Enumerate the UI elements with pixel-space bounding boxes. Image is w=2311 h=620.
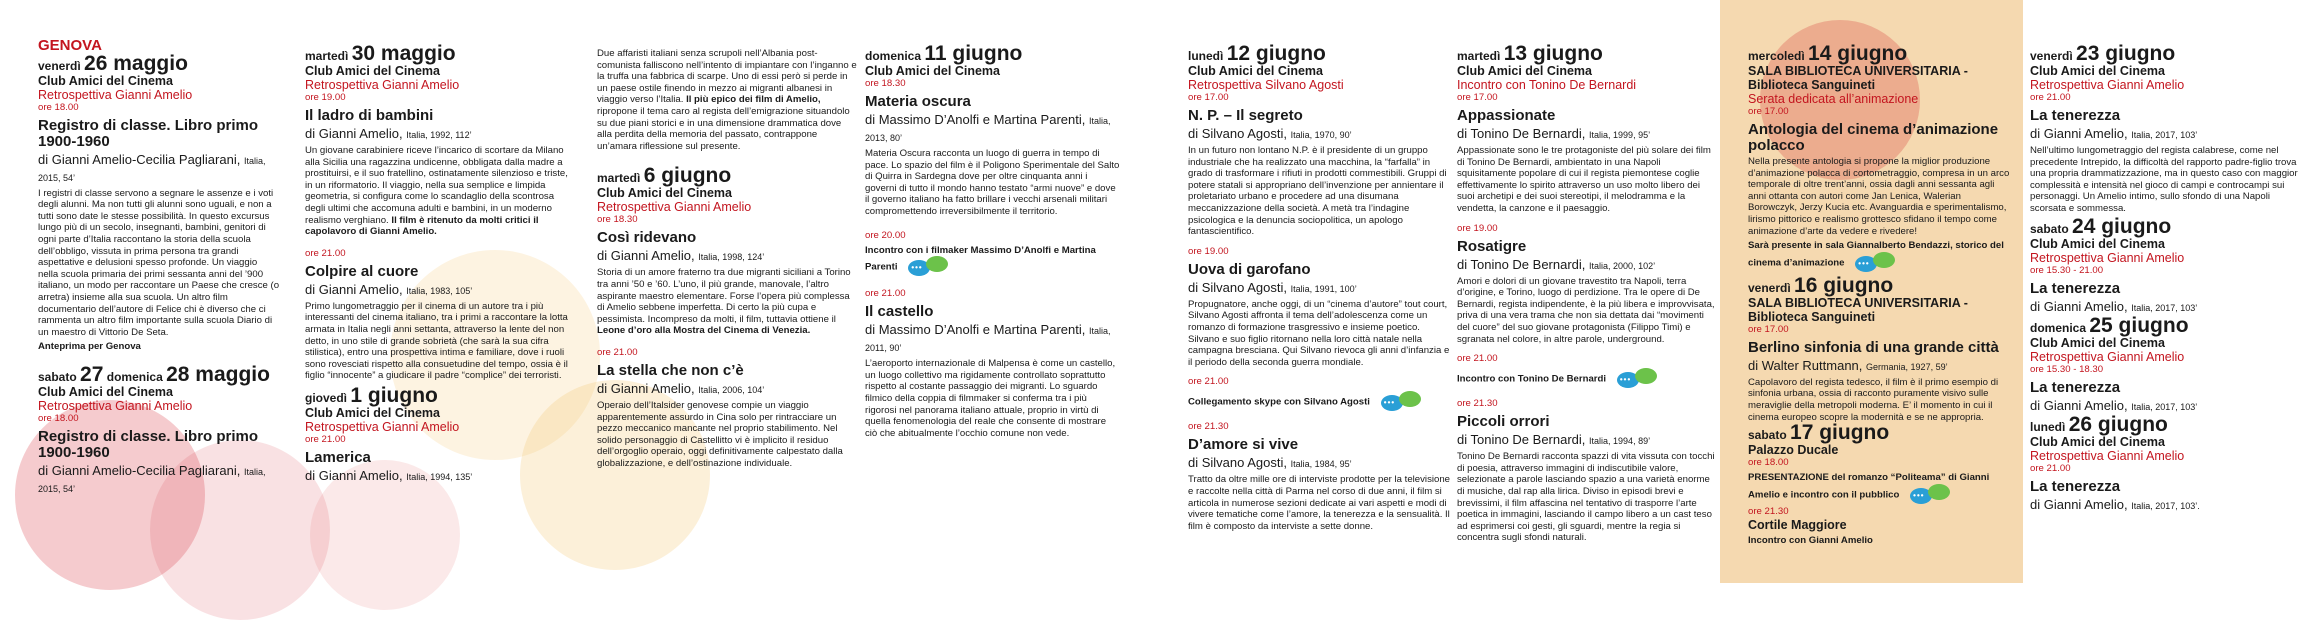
- event-venue: Club Amici del Cinema: [865, 64, 1000, 78]
- film-title: La tenerezza: [2030, 107, 2121, 124]
- film-description: Tratto da oltre mille ore di interviste prodotte per la televisione e raccolte nella città di Parma nel corso di due anni, il film si articola in numerose sezioni dedicate ai vari aspetti e modi di vivere tematiche come l’amore, la tenerezza e la sensualità. Il film è composto da interviste a sette donne.: [1188, 474, 1451, 532]
- event-date: sabato 24 giugno: [2030, 214, 2172, 238]
- film-description: Operaio dell’Italsider genovese compie un viaggio apparentemente assurdo in Cina solo per rintracciare un pezzo meccanico mancante nel proprio stabilimento. Nel solido personaggio di Castellitto vi è implicito il residuo dell’orgoglio operaio, oggi definitivamente calpestato dalla globalizzazione, e dell’ostinazione individuale.: [597, 399, 843, 469]
- film-director: di Gianni Amelio-Cecilia Pagliarani, Italia, 2015, 54’: [38, 151, 266, 183]
- film-title: Uova di garofano: [1188, 260, 1311, 278]
- event-time: ore 17.00: [1457, 92, 1498, 103]
- event-date: martedì 30 maggio: [305, 42, 456, 65]
- event: [1457, 42, 1715, 215]
- column-1: [38, 37, 280, 497]
- film-title: Il castello: [865, 303, 934, 321]
- event-time: ore 17.00: [1748, 106, 1789, 117]
- chat-bubbles-icon: •••: [1910, 484, 1954, 506]
- event-venue: Palazzo Ducale: [1748, 443, 1839, 458]
- event: [2030, 42, 2298, 215]
- column-8: [2030, 42, 2298, 514]
- film-description: Propugnatore, anche oggi, di un “cinema d’autore” tout court, Silvano Agosti affronta il tema dell’adolescenza come un romanzo di formazione trasgressivo e insieme poetico. Silvano e suo figlio ritornano nella loro città natale nella campagna bresciana. Qui Silvano rievoca gli anni d’infanzia e il periodo della seconda guerra mondiale.: [1188, 298, 1450, 368]
- film-title: Antologia del cinema d’animazione polacco: [1748, 121, 1999, 154]
- film-title: Il ladro di bambini: [305, 107, 434, 124]
- event-venue: Club Amici del Cinema: [2030, 236, 2165, 251]
- column-5: [1188, 42, 1451, 532]
- event-time: ore 21.00: [1457, 353, 1498, 365]
- event-series: Retrospettiva Gianni Amelio: [305, 78, 460, 92]
- film-director: di Massimo D’Anolfi e Martina Parenti, Italia, 2011, 90’: [865, 322, 1111, 354]
- event-venue: SALA BIBLIOTECA UNIVERSITARIA - Biblioteca Sanguineti: [1748, 64, 1968, 92]
- film-description: L’aeroporto internazionale di Malpensa è come un castello, un luogo collettivo ma rigidamente controllato soprattutto rispetto al costante passaggio dei migranti. Lo sguardo filmico della coppia di filmmaker si conferma tra i più rigorosi nel panorama italiano attuale, proprio in virtù di quella fenomenologia del reale che consente di mostrare ciò che abitualmente l’occhio comune non vede.: [865, 358, 1116, 439]
- film-director: di Gianni Amelio, Italia, 1998, 124’: [597, 248, 765, 264]
- event-venue: Club Amici del Cinema: [38, 73, 173, 88]
- column-7: [1748, 42, 2010, 546]
- event-time: ore 17.00: [1748, 323, 1789, 335]
- event-time: ore 21.30: [1748, 505, 1789, 517]
- film-title: Lamerica: [305, 448, 371, 466]
- event-series: Incontro con Tonino De Bernardi: [1457, 78, 1637, 92]
- film-director: di Massimo D’Anolfi e Martina Parenti, Italia, 2013, 80’: [865, 112, 1111, 143]
- event-date: lunedì 12 giugno: [1188, 42, 1326, 65]
- event: [1188, 421, 1450, 532]
- film-description: Storia di un amore fraterno tra due migranti siciliani a Torino tra anni ’50 e ’60. L’uno, il più grande, manovale, l’altro aspirante maestro elementare. Forse l’opera più complessa di Amelio sebbene imperfetta. Di certo la più cupa e pessimista. Incompreso da molti, il film, tuttavia ottiene il Leone d’oro alla Mostra del Cinema di Venezia.: [597, 267, 851, 337]
- film-director: di Tonino De Bernardi, Italia, 2000, 102’: [1457, 256, 1656, 272]
- film-director: di Gianni Amelio, Italia, 2017, 103’: [2030, 298, 2198, 314]
- event-date: martedì 6 giugno: [597, 164, 732, 188]
- film-director: di Gianni Amelio-Cecilia Pagliarani, Italia, 2015, 54’: [38, 462, 266, 494]
- event-series: Retrospettiva Gianni Amelio: [305, 419, 460, 434]
- event-venue: Club Amici del Cinema: [38, 384, 173, 399]
- film-title: Appassionate: [1457, 107, 1556, 124]
- film-title: Piccoli orrori: [1457, 413, 1550, 431]
- event: [2030, 313, 2298, 415]
- event-time: ore 21.00: [597, 346, 638, 358]
- event-series: Retrospettiva Gianni Amelio: [38, 398, 193, 413]
- city-name: GENOVA: [38, 37, 102, 54]
- event-note: Incontro con i filmaker Massimo D’Anolfi e Martina Parenti •••: [865, 245, 1120, 279]
- film-director: di Tonino De Bernardi, Italia, 1999, 95’: [1457, 126, 1651, 141]
- film-title: Materia oscura: [865, 93, 971, 110]
- event-date: venerdì 16 giugno: [1748, 273, 1894, 297]
- film-director: di Gianni Amelio, Italia, 2006, 104’: [597, 380, 765, 396]
- column-6: [1457, 42, 1715, 544]
- event-time: ore 17.00: [1188, 92, 1229, 103]
- event-note: Collegamento skype con Silvano Agosti •••: [1188, 391, 1450, 413]
- column-4: [865, 42, 1120, 439]
- event-date: sabato 17 giugno: [1748, 421, 1890, 445]
- event-series: Retrospettiva Gianni Amelio: [2030, 250, 2185, 265]
- film-title: D’amore si vive: [1188, 436, 1299, 454]
- event-date: mercoledì 14 giugno: [1748, 42, 1908, 65]
- event-time: ore 21.00: [1188, 376, 1229, 388]
- event: [1457, 398, 1715, 544]
- film-description: I registri di classe servono a segnare le assenze e i voti degli alunni. Ma non tutti gli alunni sono uguali, e non a tutti sono date le stesse possibilità. In questo excursus lungo più di un secolo, insegnanti, bambini, genitori di ogni parte d’Italia raccontano la storia della scuola dell’obbligo, vissuta in prima persona tra grandi aspettative e delusioni spesso profonde. Un viaggio nella scuola primaria dei primi sessanta anni del ’900 italiano, un modo per raccontare un Paese che cresce (o arretra) insieme alla sua scuola. Un altro film documentario dell’autore di Felice chi è diverso che ci rammenta un altro film importante sulla scuola Diario di un maestro di Vittorio De Seta.: [38, 187, 280, 338]
- event: [865, 230, 1120, 279]
- event-time: ore 15.30 - 18.30: [2030, 363, 2104, 375]
- event: [597, 347, 857, 470]
- event-note: Anteprima per Genova: [38, 341, 141, 353]
- film-director: di Gianni Amelio, Italia, 2017, 103’.: [2030, 496, 2200, 512]
- event: [305, 383, 573, 485]
- event-venue: Club Amici del Cinema: [2030, 434, 2165, 449]
- event: [865, 288, 1120, 439]
- film-title: Berlino sinfonia di una grande città: [1748, 338, 1999, 356]
- column-2: [305, 42, 573, 485]
- event-time: ore 18.00: [1748, 457, 1789, 469]
- film-director: di Gianni Amelio, Italia, 2017, 103’: [2030, 126, 2198, 141]
- event-note: Incontro con Gianni Amelio: [1748, 534, 1873, 546]
- event-time: ore 21.00: [2030, 92, 2071, 103]
- event-time: ore 21.30: [1457, 398, 1498, 410]
- event: [305, 248, 573, 382]
- film-director: di Tonino De Bernardi, Italia, 1994, 89’: [1457, 432, 1651, 448]
- event-time: ore 19.00: [1188, 245, 1229, 257]
- film-director: di Silvano Agosti, Italia, 1991, 100’: [1188, 279, 1357, 295]
- film-description: Appassionate sono le tre protagoniste del più solare dei film di Tonino De Bernardi, ambientato in una Napoli squisitamente popolare di cui il regista piemontese coglie effettivamente lo spirito attraverso un uso molto libero dei suoi archetipi e dei suoi stereotipi, il melodramma e la vendetta, la canzone e il paesaggio.: [1457, 145, 1711, 214]
- film-description: Due affaristi italiani senza scrupoli nell’Albania post-comunista falliscono nell’intento di impiantare con l’inganno e la truffa una fabbrica di scarpe. Uno di essi però si perde in un paese ostile finendo in mezzo ai migranti albanesi in viaggio verso l’Italia. Il più epico dei film di Amelio, ripropone il tema caro al regista dell’emigrazione situandolo su due piani storici e in una dimensione drammatica dove alla perdita della memoria del passato, contrappone un’amara riflessione sul presente.: [597, 48, 857, 152]
- event: [1188, 42, 1450, 238]
- column-3: [597, 46, 857, 469]
- event-series: Retrospettiva Gianni Amelio: [2030, 349, 2185, 364]
- event-time: ore 15.30 - 21.00: [2030, 264, 2104, 276]
- film-title: La tenerezza: [2030, 477, 2121, 495]
- event-venue: Club Amici del Cinema: [2030, 335, 2165, 350]
- event: [2030, 412, 2298, 514]
- film-description: Materia Oscura racconta un luogo di guerra in tempo di pace. Lo spazio del film è il Poligono Sperimentale del Salto di Quirra in Sardegna dove per oltre cinquanta anni i governi di tutto il mondo hanno testato “armi nuove” e dove il governo italiano ha fatto brillare i vecchi arsenali militari compromettendo irreversibilmente il territorio.: [865, 148, 1120, 217]
- event-date: sabato 27 domenica 28 maggio: [38, 362, 270, 386]
- event: [865, 42, 1120, 218]
- film-director: di Gianni Amelio, Italia, 1994, 135’: [305, 467, 473, 483]
- event-time: ore 18.30: [865, 78, 906, 89]
- event-venue: Club Amici del Cinema: [1188, 64, 1323, 78]
- event-series: Retrospettiva Gianni Amelio: [38, 87, 193, 102]
- film-title: Rosatigre: [1457, 237, 1527, 255]
- film-description: Un giovane carabiniere riceve l’incarico di scortare da Milano alla Sicilia una ragazzina undicenne, obbligata dalla madre a prostituirsi, e il suo fratellino, ostinatamente silenzioso e triste, in un riformatorio. Il viaggio, nella sua semplice e limpida geometria, si configura come lo scandaglio della scontrosa degli ultimi che accomuna adulti e bambini, in un moderno realismo verghiano. Il film è ritenuto da molti critici il capolavoro di Gianni Amelio.: [305, 145, 568, 238]
- film-director: di Gianni Amelio, Italia, 2017, 103’: [2030, 397, 2198, 413]
- event-time: ore 19.00: [305, 92, 346, 103]
- event-venue: Club Amici del Cinema: [305, 405, 440, 420]
- event-venue: Cortile Maggiore: [1748, 517, 1847, 532]
- film-description: Nella presente antologia si propone la miglior produzione d’animazione polacca di cortometraggio, compresa in un arco temporale di oltre trent’anni, ossia dagli anni sessanta agli anni ottanta con autori come Jan Lenica, Walerian Borowczyk, Jerzy Kucia etc. Avanguardia e sperimentalismo, lirismo pittorico e realismo grottesco sfidano il tempo come animazione d’arte da vedere e rivedere!: [1748, 156, 2010, 237]
- event-time: ore 18.30: [597, 214, 638, 226]
- film-director: di Walter Ruttmann, Germania, 1927, 59’: [1748, 357, 1948, 373]
- film-description: Amori e dolori di un giovane travestito tra Napoli, terra d’origine, e Torino, luogo di perdizione. Tra le opere di De Bernardi, regista indipendente, è la più libera e improvvisata, priva di una vera trama che non sia dettata dai “movimenti del cuore” del suo giovane protagonista (Filippo Timi) e sgranata nel colore, in altre parole, underground.: [1457, 275, 1715, 345]
- event-series: Retrospettiva Gianni Amelio: [2030, 448, 2185, 463]
- event: [1457, 353, 1715, 390]
- event-series: Retrospettiva Gianni Amelio: [597, 200, 752, 215]
- chat-bubbles-icon: •••: [1381, 391, 1425, 413]
- film-description: Tonino De Bernardi racconta spazzi di vita vissuta con tocchi di poesia, attraverso immagini di indiscutibile valore, selezionate a parole lasciando spazio a una varietà enorme di musiche, dal rap alla lirica. Diviso in episodi brevi e brevissimi, il film affascina nel tentativo di trasporre l’arte poetica in immagini, lasciando il campo libero a un cast teso ad esprimersi coi gesti, gli sguardi, mentre la regia si concentra sugli sfondi naturali.: [1457, 451, 1715, 544]
- event-venue: Club Amici del Cinema: [305, 64, 440, 78]
- film-title: Registro di classe. Libro primo 1900-1960: [38, 427, 259, 461]
- event-time: ore 19.00: [1457, 222, 1498, 234]
- event-date: martedì 13 giugno: [1457, 42, 1603, 65]
- event-date: lunedì 26 giugno: [2030, 412, 2168, 436]
- event-time: ore 21.00: [865, 288, 906, 300]
- event: [2030, 214, 2298, 316]
- film-description: Primo lungometraggio per il cinema di un autore tra i più interessanti del cinema italiano, tra i primi a raccontare la lotta armata in Italia negli anni settanta, attraverso la lente del non detto, in uno stile di grande sobrietà (che sarà la sua cifra stilistica), entro una prospettiva intima e familiare, dove i ruoli sono rovesciati rispetto alla consuetudine del tempo, ossia è il figlio “innocente” a giudicare il padre “complice” dei terroristi.: [305, 300, 568, 382]
- event: [38, 362, 280, 497]
- event: [1457, 223, 1715, 346]
- event: [1188, 376, 1450, 413]
- event: [1188, 246, 1450, 369]
- film-director: di Gianni Amelio, Italia, 1983, 105’: [305, 281, 473, 297]
- event-time: ore 21.00: [305, 433, 346, 445]
- film-title: La tenerezza: [2030, 279, 2121, 297]
- event-date: giovedì 1 giugno: [305, 383, 438, 407]
- event-time: ore 18.00: [38, 101, 79, 113]
- event: [1748, 421, 2010, 546]
- event-series: Retrospettiva Silvano Agosti: [1188, 78, 1344, 92]
- film-description: Nell’ultimo lungometraggio del regista calabrese, come nel precedente Intrepido, la difficoltà del rapporto padre-figlio trova una propria drammatizzazione, ma in questo caso con maggior complessità e intensità nel gioco di campi e controcampi sui personaggi. Un Amelio intimo, sullo sfondo di una Napoli scorsata e sommessa.: [2030, 145, 2298, 214]
- event-time: ore 21.00: [305, 247, 346, 259]
- film-description: In un futuro non lontano N.P. è il presidente di un gruppo industriale che ha realizzato una macchina, la “farfalla” in grado di trasformare i rifiuti in prodotti commestibili. Gruppi di potere statali si appropriano dell’invenzione per annientare il proletariato urbano e procedere ad una disumana meccanizzazione della società. A metà tra l’indagine psicologica e la denuncia sociopolitica, un apologo fantascientifico.: [1188, 145, 1447, 238]
- film-title: La tenerezza: [2030, 378, 2121, 396]
- event-date: venerdì 23 giugno: [2030, 42, 2176, 65]
- event-date: domenica 11 giugno: [865, 42, 1023, 65]
- event-note: Sarà presente in sala Giannalberto Bendazzi, storico del cinema d’animazione •••: [1748, 240, 2010, 274]
- event-venue: SALA BIBLIOTECA UNIVERSITARIA - Biblioteca Sanguineti: [1748, 295, 1968, 324]
- film-title: Così ridevano: [597, 229, 697, 247]
- event-time: ore 20.00: [865, 229, 906, 241]
- event-venue: Club Amici del Cinema: [597, 186, 732, 201]
- event-date: domenica 25 giugno: [2030, 313, 2189, 337]
- film-title: N. P. – Il segreto: [1188, 107, 1303, 124]
- event-note: Incontro con Tonino De Bernardi •••: [1457, 368, 1715, 390]
- film-director: di Gianni Amelio, Italia, 1992, 112’: [305, 126, 472, 141]
- chat-bubbles-icon: •••: [1855, 252, 1899, 274]
- event-series: Retrospettiva Gianni Amelio: [2030, 78, 2185, 92]
- event: [1748, 273, 2010, 423]
- event: [597, 164, 857, 337]
- event-time: ore 21.30: [1188, 421, 1229, 433]
- film-director: di Silvano Agosti, Italia, 1970, 90’: [1188, 126, 1352, 141]
- event: [1748, 42, 2010, 274]
- event: [305, 42, 573, 238]
- event-note: PRESENTAZIONE del romanzo “Politeama” di Gianni Amelio e incontro con il pubblico •••: [1748, 472, 2010, 506]
- event-time: ore 18.00: [38, 412, 79, 424]
- event-date: venerdì 26 maggio: [38, 51, 188, 75]
- chat-bubbles-icon: •••: [1617, 368, 1661, 390]
- event-series: Serata dedicata all’animazione: [1748, 92, 1919, 106]
- film-description: Capolavoro del regista tedesco, il film è il primo esempio di sinfonia urbana, ossia di racconto puramente visivo sulle meraviglie della metropoli moderna. E’ il momento in cui il cinema europeo scopre la modernità e se ne appropria.: [1748, 376, 1999, 423]
- film-title: Registro di classe. Libro primo 1900-1960: [38, 116, 259, 150]
- event: [38, 51, 280, 353]
- film-title: Colpire al cuore: [305, 262, 419, 280]
- event-time: ore 21.00: [2030, 462, 2071, 474]
- event-venue: Club Amici del Cinema: [2030, 64, 2165, 78]
- chat-bubbles-icon: •••: [908, 256, 952, 278]
- event-venue: Club Amici del Cinema: [1457, 64, 1592, 78]
- film-title: La stella che non c’è: [597, 361, 744, 379]
- film-director: di Silvano Agosti, Italia, 1984, 95’: [1188, 455, 1352, 471]
